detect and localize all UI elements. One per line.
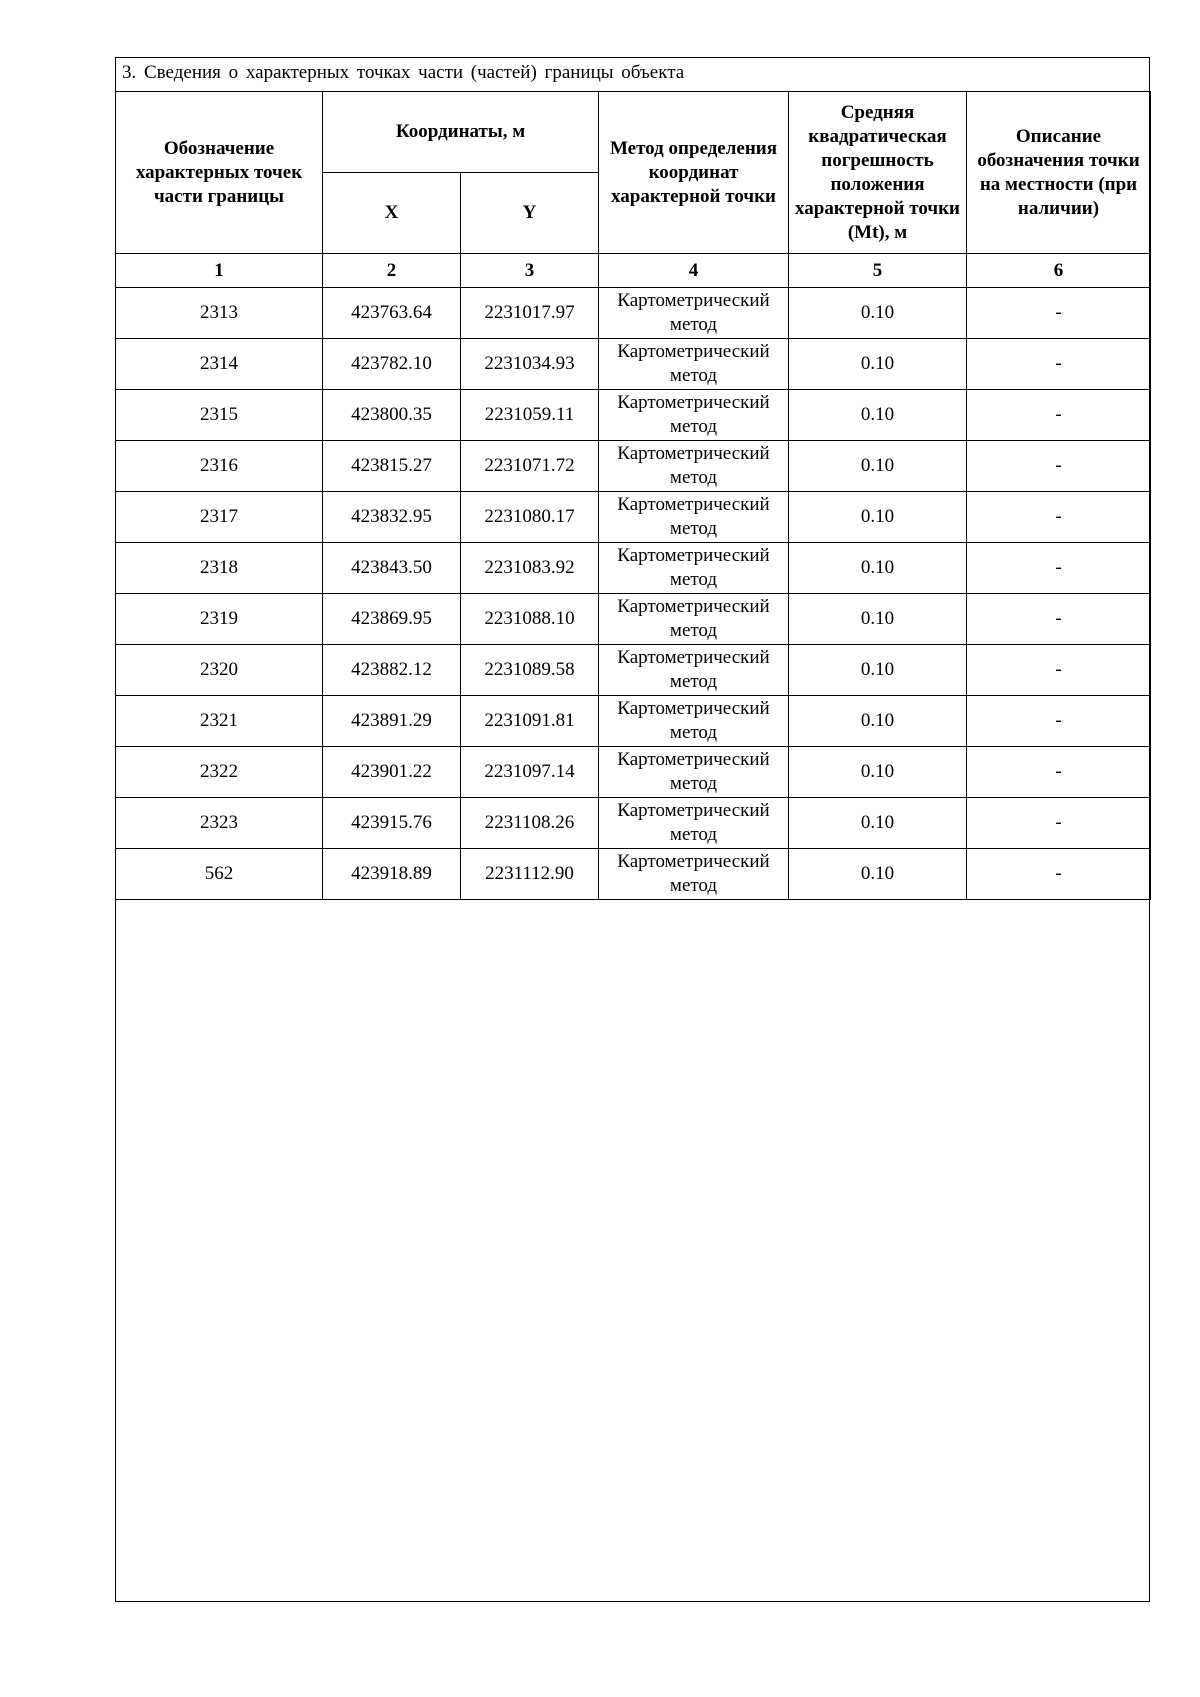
x-cell: 423918.89 bbox=[323, 849, 461, 900]
y-cell: 2231071.72 bbox=[461, 441, 599, 492]
x-cell: 423915.76 bbox=[323, 798, 461, 849]
mt-cell: 0.10 bbox=[789, 543, 967, 594]
table-row bbox=[116, 441, 1151, 492]
x-cell: 423882.12 bbox=[323, 645, 461, 696]
header-method: Метод определения координат характерной точки bbox=[599, 92, 789, 254]
y-cell: 2231112.90 bbox=[461, 849, 599, 900]
table-row bbox=[116, 288, 1151, 339]
mt-cell: 0.10 bbox=[789, 492, 967, 543]
y-cell: 2231091.81 bbox=[461, 696, 599, 747]
method-cell: Картометрический метод bbox=[599, 798, 789, 849]
method-cell: Картометрический метод bbox=[599, 390, 789, 441]
description-cell: - bbox=[967, 696, 1151, 747]
point-cell: 2316 bbox=[116, 441, 323, 492]
header-x: X bbox=[323, 173, 461, 254]
header-y: Y bbox=[461, 173, 599, 254]
y-cell: 2231089.58 bbox=[461, 645, 599, 696]
table-row bbox=[116, 492, 1151, 543]
y-cell: 2231034.93 bbox=[461, 339, 599, 390]
x-cell: 423901.22 bbox=[323, 747, 461, 798]
y-cell: 2231088.10 bbox=[461, 594, 599, 645]
method-cell: Картометрический метод bbox=[599, 339, 789, 390]
table-row bbox=[116, 696, 1151, 747]
section-title: 3. Сведения о характерных точках части (частей) границы объекта bbox=[122, 62, 685, 83]
table-row bbox=[116, 594, 1151, 645]
x-cell: 423782.10 bbox=[323, 339, 461, 390]
description-cell: - bbox=[967, 288, 1151, 339]
description-cell: - bbox=[967, 492, 1151, 543]
mt-cell: 0.10 bbox=[789, 798, 967, 849]
description-cell: - bbox=[967, 390, 1151, 441]
y-cell: 2231080.17 bbox=[461, 492, 599, 543]
mt-cell: 0.10 bbox=[789, 441, 967, 492]
boundary-points-table bbox=[115, 91, 1151, 900]
method-cell: Картометрический метод bbox=[599, 696, 789, 747]
mt-cell: 0.10 bbox=[789, 594, 967, 645]
method-cell: Картометрический метод bbox=[599, 492, 789, 543]
column-number: 4 bbox=[599, 254, 789, 288]
column-number: 2 bbox=[323, 254, 461, 288]
column-number: 6 bbox=[967, 254, 1151, 288]
x-cell: 423815.27 bbox=[323, 441, 461, 492]
x-cell: 423800.35 bbox=[323, 390, 461, 441]
x-cell: 423891.29 bbox=[323, 696, 461, 747]
table-row bbox=[116, 798, 1151, 849]
x-cell: 423843.50 bbox=[323, 543, 461, 594]
point-cell: 2314 bbox=[116, 339, 323, 390]
point-cell: 2319 bbox=[116, 594, 323, 645]
description-cell: - bbox=[967, 645, 1151, 696]
column-number: 5 bbox=[789, 254, 967, 288]
point-cell: 2315 bbox=[116, 390, 323, 441]
description-cell: - bbox=[967, 747, 1151, 798]
point-cell: 2322 bbox=[116, 747, 323, 798]
column-number: 1 bbox=[116, 254, 323, 288]
method-cell: Картометрический метод bbox=[599, 288, 789, 339]
mt-cell: 0.10 bbox=[789, 696, 967, 747]
method-cell: Картометрический метод bbox=[599, 441, 789, 492]
mt-cell: 0.10 bbox=[789, 849, 967, 900]
mt-cell: 0.10 bbox=[789, 747, 967, 798]
column-number-row bbox=[116, 254, 1151, 288]
table-row bbox=[116, 747, 1151, 798]
table-row bbox=[116, 390, 1151, 441]
mt-cell: 0.10 bbox=[789, 339, 967, 390]
y-cell: 2231108.26 bbox=[461, 798, 599, 849]
header-coordinates: Координаты, м bbox=[323, 92, 599, 173]
x-cell: 423832.95 bbox=[323, 492, 461, 543]
point-cell: 2320 bbox=[116, 645, 323, 696]
header-description: Описание обозначения точки на местности (при наличии) bbox=[967, 92, 1151, 254]
description-cell: - bbox=[967, 543, 1151, 594]
method-cell: Картометрический метод bbox=[599, 849, 789, 900]
table-row bbox=[116, 645, 1151, 696]
point-cell: 2321 bbox=[116, 696, 323, 747]
column-number: 3 bbox=[461, 254, 599, 288]
table-row bbox=[116, 543, 1151, 594]
mt-cell: 0.10 bbox=[789, 288, 967, 339]
header-mean-square-error: Средняя квадратическая погрешность положения характерной точки (Mt), м bbox=[789, 92, 967, 254]
point-cell: 562 bbox=[116, 849, 323, 900]
y-cell: 2231083.92 bbox=[461, 543, 599, 594]
method-cell: Картометрический метод bbox=[599, 645, 789, 696]
mt-cell: 0.10 bbox=[789, 390, 967, 441]
description-cell: - bbox=[967, 594, 1151, 645]
description-cell: - bbox=[967, 798, 1151, 849]
point-cell: 2318 bbox=[116, 543, 323, 594]
table-row bbox=[116, 849, 1151, 900]
y-cell: 2231059.11 bbox=[461, 390, 599, 441]
description-cell: - bbox=[967, 849, 1151, 900]
y-cell: 2231017.97 bbox=[461, 288, 599, 339]
point-cell: 2323 bbox=[116, 798, 323, 849]
y-cell: 2231097.14 bbox=[461, 747, 599, 798]
description-cell: - bbox=[967, 339, 1151, 390]
description-cell: - bbox=[967, 441, 1151, 492]
x-cell: 423763.64 bbox=[323, 288, 461, 339]
method-cell: Картометрический метод bbox=[599, 543, 789, 594]
table-row bbox=[116, 339, 1151, 390]
point-cell: 2313 bbox=[116, 288, 323, 339]
mt-cell: 0.10 bbox=[789, 645, 967, 696]
method-cell: Картометрический метод bbox=[599, 594, 789, 645]
x-cell: 423869.95 bbox=[323, 594, 461, 645]
point-cell: 2317 bbox=[116, 492, 323, 543]
method-cell: Картометрический метод bbox=[599, 747, 789, 798]
header-point-designation: Обозначение характерных точек части границы bbox=[116, 92, 323, 254]
